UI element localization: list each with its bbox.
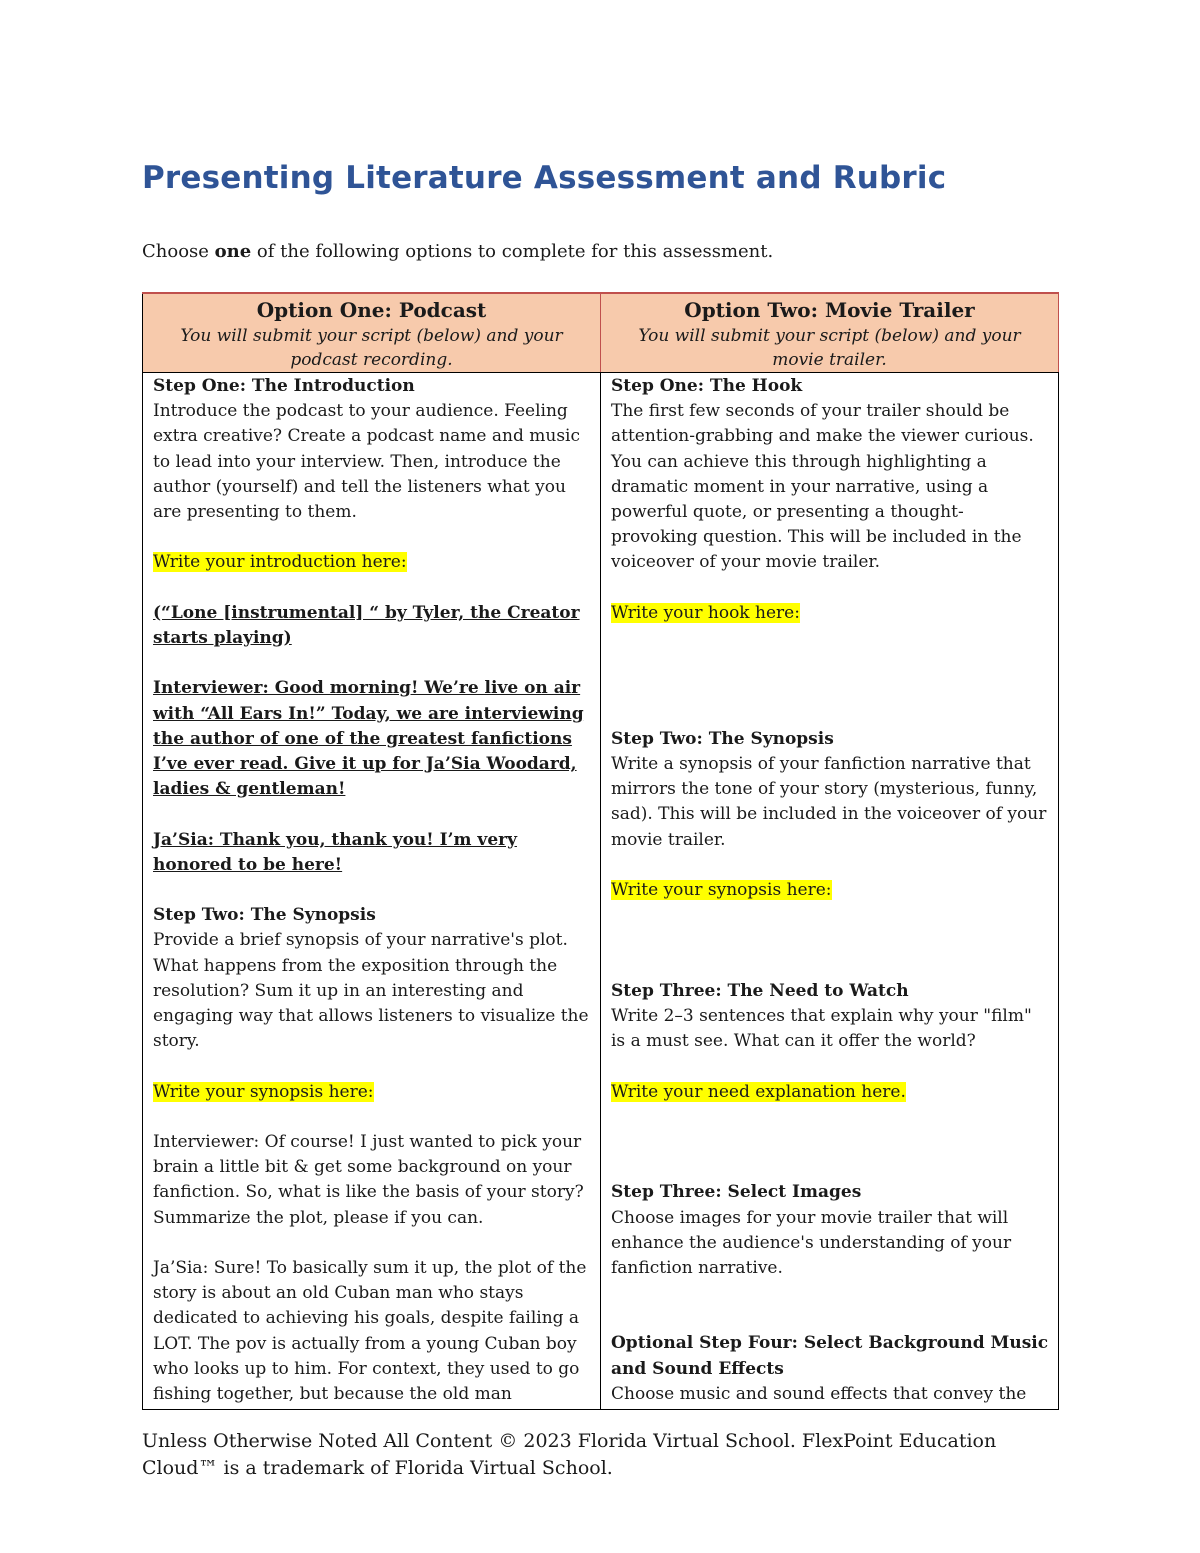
trailer-step1-heading: Step One: The Hook (611, 376, 803, 396)
trailer-step4-heading: Step Three: Select Images (611, 1182, 862, 1203)
trailer-step5-heading: Optional Step Four: Select Background Music and Sound Effects (611, 1333, 1049, 1379)
podcast-script[interactable] (143, 373, 600, 1409)
intro-instructions (142, 241, 773, 262)
option-two-subtitle: You will submit your script (below) and your movie trailer. (638, 326, 1021, 370)
option-one-title: Option One: Podcast (256, 298, 487, 322)
podcast-music-cue: (“Lone [instrumental] “ by Tyler, the Creator starts playing) (153, 602, 580, 648)
trailer-step5-text: Choose music and sound effects that convey the (611, 1383, 1027, 1404)
podcast-step2-prompt: Write your synopsis here: (153, 1081, 374, 1102)
trailer-step2-heading: Step Two: The Synopsis (611, 728, 834, 749)
trailer-step2-prompt: Write your synopsis here: (611, 879, 832, 900)
intro-text-before: Choose (142, 241, 215, 262)
podcast-step1-text: Introduce the podcast to your audience. Feeling extra creative? Create a podcast name and music to lead into your interview. Then, introduce the author (yourself) and tell the listeners what you are presenting to them. (153, 401, 581, 523)
intro-emphasis: one (214, 241, 252, 262)
trailer-step1-prompt: Write your hook here: (611, 602, 800, 623)
option-two-header (601, 293, 1059, 373)
options-table (142, 292, 1059, 1410)
trailer-step3-text: Write 2–3 sentences that explain why your "film" is a must see. What can it offer the world? (611, 1005, 1032, 1052)
trailer-step4-text: Choose images for your movie trailer that will enhance the audience's understanding of your fanfiction narrative. (611, 1207, 1012, 1278)
options-header-row (143, 293, 1059, 373)
podcast-step1-prompt: Write your introduction here: (153, 552, 407, 573)
podcast-step1-heading: Step One: The Introduction (153, 376, 415, 396)
trailer-step2-text: Write a synopsis of your fanfiction narrative that mirrors the tone of your story (mysterious, funny, sad). This will be included in the voiceover of your movie trailer. (611, 753, 1047, 850)
trailer-step3-heading: Step Three: The Need to Watch (611, 980, 909, 1001)
trailer-step3-prompt: Write your need explanation here. (611, 1081, 906, 1102)
option-one-cell (143, 373, 601, 1410)
option-one-subtitle: You will submit your script (below) and your podcast recording. (180, 326, 563, 370)
podcast-interviewer-line: Interviewer: Good morning! We’re live on air with “All Ears In!” Today, we are interviewing the author of one of the greatest fanfictions I’ve ever read. Give it up for Ja’Sia Woodard, ladies & gentleman! (153, 678, 584, 800)
podcast-interviewer-line-2: Interviewer: Of course! I just wanted to pick your brain a little bit & get some background on your fanfiction. So, what is like the basis of your story? Summarize the plot, please if you can. (153, 1131, 584, 1228)
option-two-cell (601, 373, 1059, 1410)
podcast-jasia-line-2: Ja’Sia: Sure! To basically sum it up, the plot of the story is about an old Cuban man who stays dedicated to achieving his goals, despite failing a LOT. The pov is actually from a young Cuban boy who looks up to him. For context, they used to go fishing together, but because the old man (153, 1257, 587, 1404)
podcast-step2-heading: Step Two: The Synopsis (153, 905, 376, 926)
trailer-script[interactable] (601, 373, 1058, 1409)
podcast-jasia-line: Ja’Sia: Thank you, thank you! I’m very honored to be here! (153, 829, 517, 875)
option-one-header (143, 293, 601, 373)
podcast-step2-text: Provide a brief synopsis of your narrative's plot. What happens from the exposition through the resolution? Sum it up in an interesting and engaging way that allows listeners to visualize the story. (153, 930, 589, 1052)
trailer-step1-text: The first few seconds of your trailer should be attention-grabbing and make the viewer curious. You can achieve this through highlighting a dramatic moment in your narrative, using a powerful quote, or presenting a thought-provoking question. This will be included in the voiceover of your movie trailer. (611, 401, 1034, 573)
copyright-footer: Unless Otherwise Noted All Content © 2023 Florida Virtual School. FlexPoint Education Cloud™ is a trademark of Florida Virtual School. (142, 1430, 997, 1479)
page-title: Presenting Literature Assessment and Rubric (142, 160, 947, 196)
option-two-title: Option Two: Movie Trailer (684, 298, 975, 322)
options-body-row (143, 373, 1059, 1410)
intro-text-after: of the following options to complete for this assessment. (251, 241, 774, 262)
